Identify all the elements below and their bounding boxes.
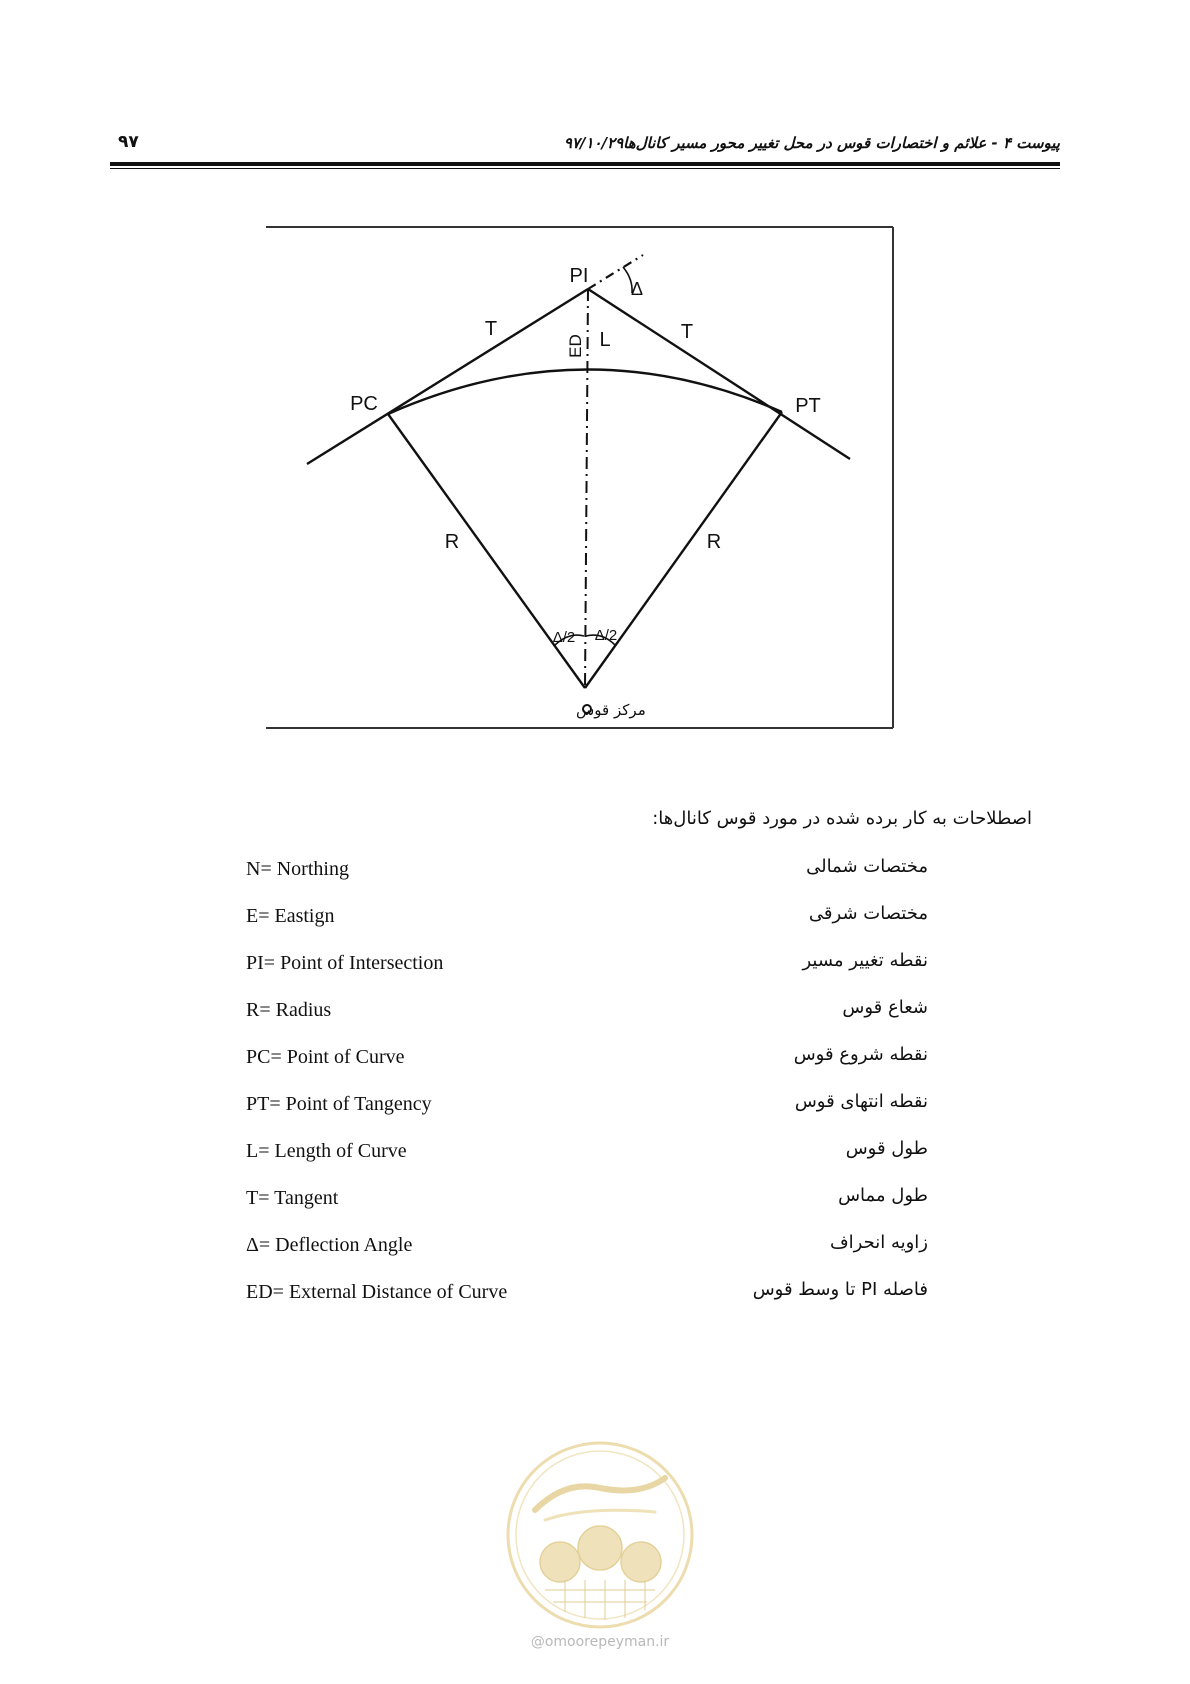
term-persian: نقطه شروع قوس	[793, 1044, 928, 1065]
term-english: Δ= Deflection Angle	[246, 1234, 413, 1256]
header-rule-thin	[110, 168, 1060, 169]
label-half-delta-right: Δ/2	[594, 627, 618, 644]
term-english: PC= Point of Curve	[246, 1046, 405, 1068]
term-row	[0, 852, 1190, 892]
watermark	[505, 1440, 695, 1660]
term-english: T= Tangent	[246, 1187, 339, 1209]
tangent-left	[307, 289, 588, 464]
page-number: ۹۷	[118, 132, 139, 152]
header-rule-thick	[110, 162, 1060, 166]
label-t-right: T	[680, 321, 694, 343]
radius-right	[585, 412, 782, 688]
term-row	[0, 1275, 1190, 1315]
term-english: N= Northing	[246, 858, 349, 880]
term-row	[0, 993, 1190, 1033]
term-row	[0, 1040, 1190, 1080]
radius-left	[388, 414, 585, 688]
label-pc: PC	[350, 393, 378, 415]
label-delta: Δ	[630, 279, 644, 299]
term-row	[0, 899, 1190, 939]
watermark-script	[535, 1478, 665, 1510]
term-persian: فاصله PI تا وسط قوس	[752, 1279, 928, 1300]
term-row	[0, 1134, 1190, 1174]
watermark-grid	[545, 1580, 655, 1620]
term-persian: نقطه تغییر مسیر	[802, 950, 928, 971]
term-row	[0, 1087, 1190, 1127]
term-english: PT= Point of Tangency	[246, 1093, 432, 1115]
label-center: مرکز قوس	[576, 701, 646, 719]
term-persian: نقطه انتهای قوس	[794, 1091, 928, 1112]
term-persian: مختصات شمالی	[806, 856, 928, 877]
label-r-right: R	[706, 531, 722, 553]
term-row	[0, 946, 1190, 986]
term-english: R= Radius	[246, 999, 332, 1021]
page-header	[110, 128, 1060, 168]
term-english: E= Eastign	[246, 905, 335, 927]
term-persian: طول مماس	[838, 1185, 928, 1206]
term-row	[0, 1181, 1190, 1221]
term-persian: زاویه انحراف	[830, 1232, 928, 1253]
curve-diagram-svg	[266, 226, 895, 729]
watermark-script-underline	[545, 1510, 655, 1520]
tangent-right	[588, 289, 850, 459]
term-persian: طول قوس	[845, 1138, 928, 1159]
watermark-logo	[505, 1440, 695, 1630]
label-pt: PT	[795, 395, 821, 417]
header-title: پیوست ۴ - علائم و اختصارات قوس در محل تغییر محور مسیر کانال‌ها۹۷/۱۰/۲۹	[563, 134, 1060, 152]
curve-diagram	[266, 226, 895, 729]
label-t-left: T	[484, 318, 498, 340]
label-half-delta-left: Δ/2	[552, 629, 576, 646]
label-l: L	[599, 329, 611, 351]
term-persian: مختصات شرقی	[808, 903, 928, 924]
label-r-left: R	[444, 531, 460, 553]
center-line	[585, 289, 588, 688]
term-english: PI= Point of Intersection	[246, 952, 444, 974]
label-pi: PI	[569, 265, 589, 287]
term-english: L= Length of Curve	[246, 1140, 407, 1162]
terms-intro: اصطلاحات به کار برده شده در مورد قوس کانال‌ها:	[652, 808, 1032, 829]
watermark-gears	[540, 1526, 661, 1582]
watermark-url: @omoorepeyman.ir	[530, 1634, 670, 1650]
term-english: ED= External Distance of Curve	[246, 1281, 508, 1303]
term-persian: شعاع قوس	[842, 997, 928, 1018]
label-ed: ED	[566, 334, 585, 358]
term-row	[0, 1228, 1190, 1268]
